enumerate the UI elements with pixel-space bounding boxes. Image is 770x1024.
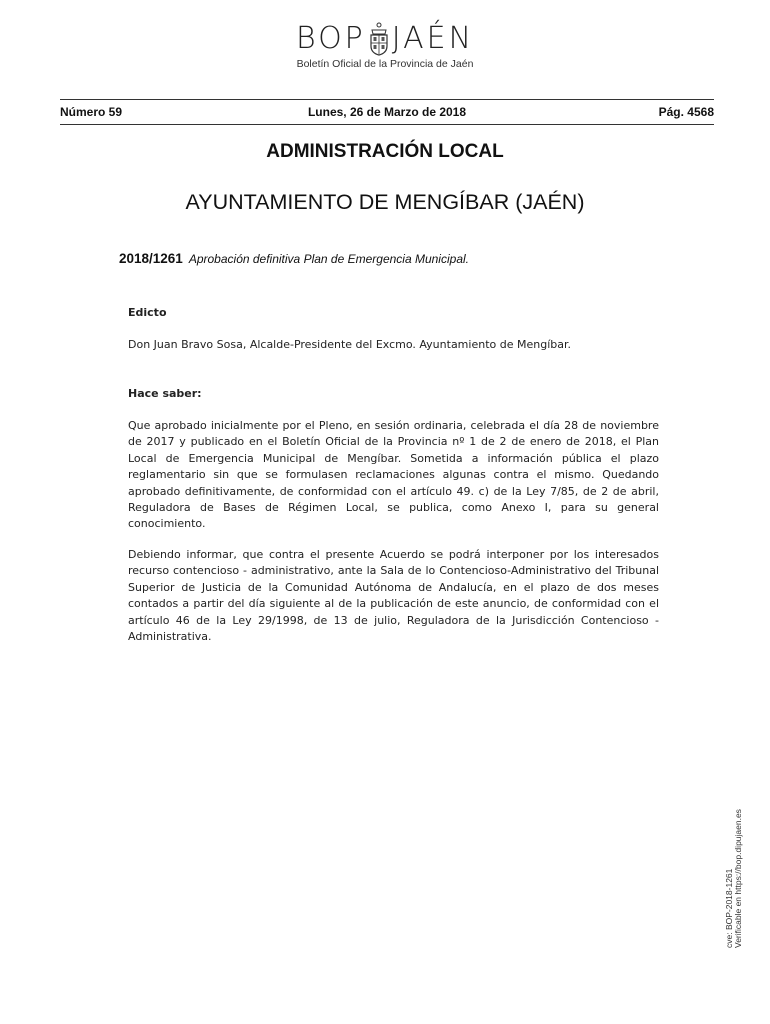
issue-date: Lunes, 26 de Marzo de 2018	[307, 105, 467, 119]
logo-left-text: BOP	[295, 21, 366, 56]
coat-of-arms-icon	[367, 22, 391, 56]
hace-saber-label: Hace saber:	[128, 387, 202, 400]
logo-subtitle: Boletín Oficial de la Provincia de Jaén	[296, 58, 474, 70]
header-bottom-rule	[60, 124, 714, 125]
reference-description: Aprobación definitiva Plan de Emergencia Municipal.	[188, 252, 469, 266]
verification-url: Verificable en https://bop.dipujaen.es	[733, 809, 743, 948]
logo-right-text: JAÉN	[391, 21, 475, 56]
bop-jaen-logo	[0, 22, 770, 56]
announcement-reference	[119, 251, 469, 266]
section-title: ADMINISTRACIÓN LOCAL	[266, 141, 504, 162]
verification-side-note	[724, 778, 743, 948]
header-top-rule	[60, 99, 714, 100]
intro-paragraph: Don Juan Bravo Sosa, Alcalde-Presidente del Excmo. Ayuntamiento de Mengíbar.	[128, 338, 571, 351]
paragraph-2: Debiendo informar, que contra el presente Acuerdo se podrá interponer por los interesados recurso contencioso - administrativo, ante la Sala de lo Contencioso-Administrativo del Tribunal Superior de Justicia de la Comunidad Autónoma de Andalucía, en el plazo de dos meses contados a partir del día siguiente al de la publicación de este anuncio, de conformidad con el artículo 46 de la Ley 29/1998, de 13 de julio, Reguladora de la Jurisdicción Contencioso - Administrativa.	[128, 548, 659, 644]
cve-code: cve: BOP-2018-1261	[724, 868, 734, 948]
entity-title: AYUNTAMIENTO DE MENGÍBAR (JAÉN)	[185, 190, 585, 214]
paragraph-1: Que aprobado inicialmente por el Pleno, en sesión ordinaria, celebrada el día 28 de noviembre de 2017 y publicado en el Boletín Oficial de la Provincia nº 1 de 2 de enero de 2018, el Plan Local de Emergencia Municipal de Mengíbar. Sometida a información pública el plazo reglamentario sin que se formulasen reclamaciones algunas contra el mismo. Quedando aprobado definitivamente, de conformidad con el artículo 49. c) de la Ley 7/85, de 2 de abril, Reguladora de Bases de Régimen Local, se publica, como Anexo I, para su general conocimiento.	[128, 419, 659, 531]
edicto-label: Edicto	[128, 306, 167, 319]
reference-number: 2018/1261	[119, 251, 183, 266]
page-number: Pág. 4568	[658, 105, 714, 119]
masthead	[0, 22, 770, 70]
issue-number: Número 59	[60, 105, 123, 119]
